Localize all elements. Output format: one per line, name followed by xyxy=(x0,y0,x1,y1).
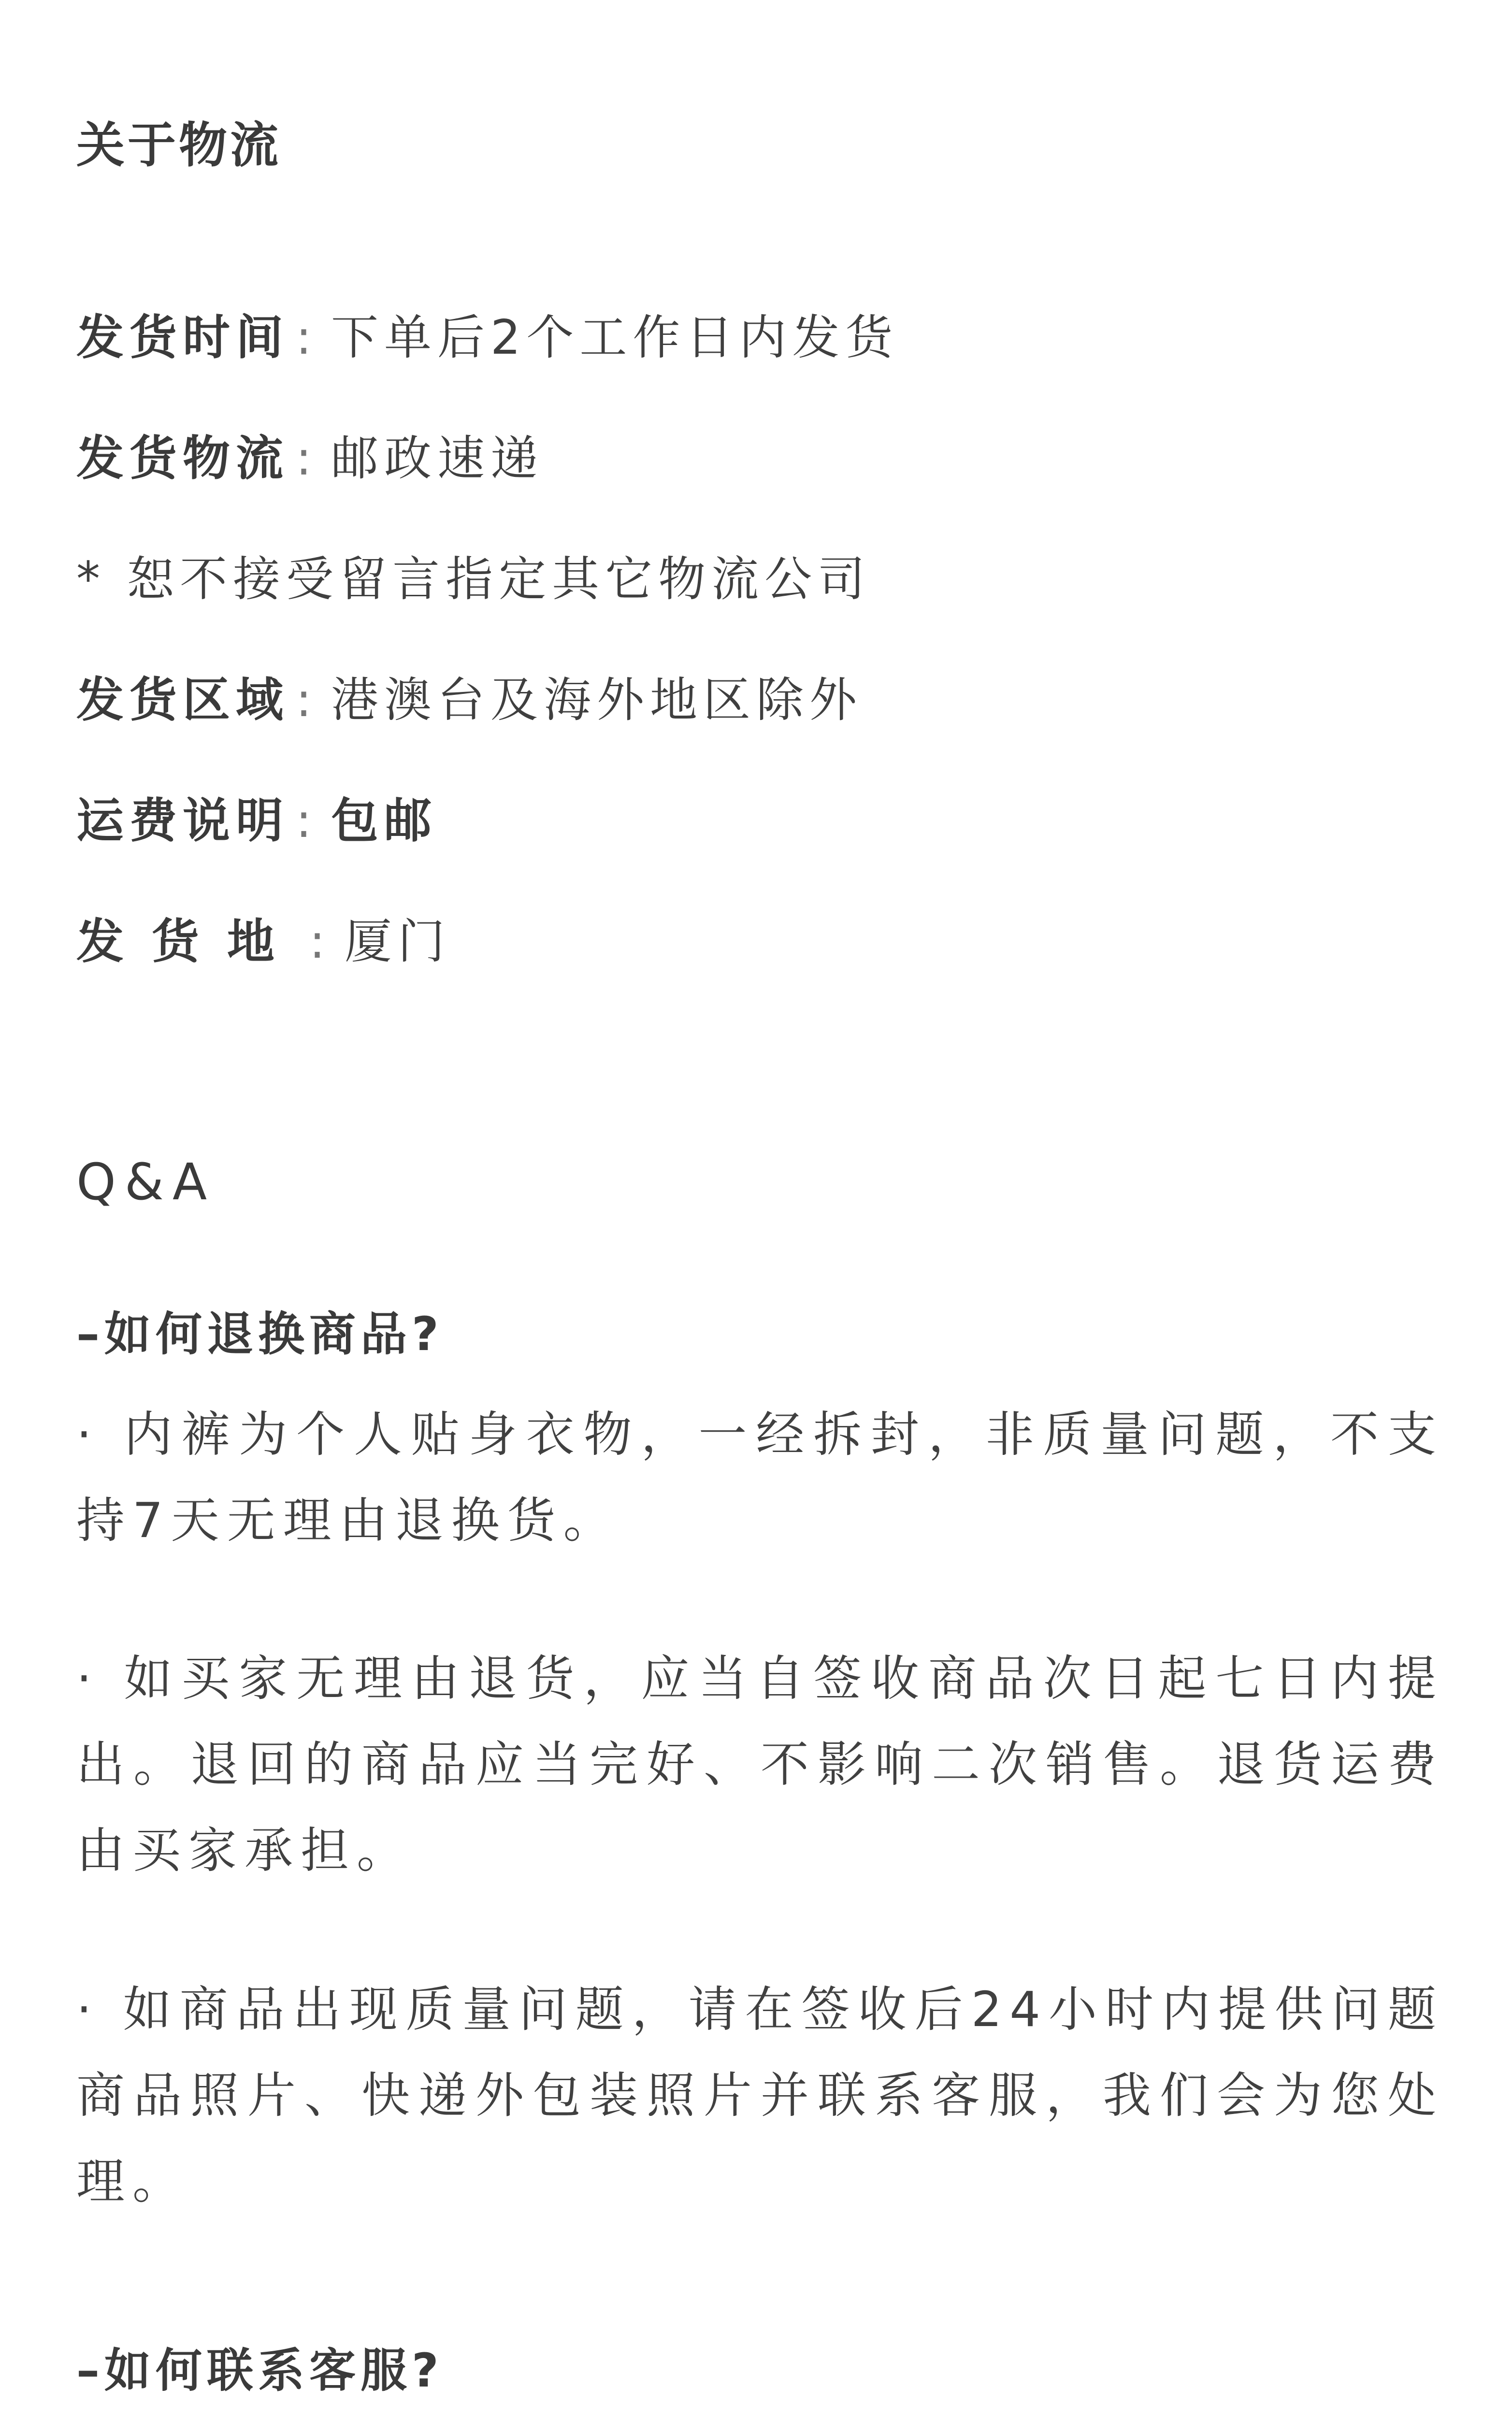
row-value: 港澳台及海外地区除外 xyxy=(331,673,863,728)
logistics-row-origin xyxy=(76,904,451,972)
qa-title: Q&A xyxy=(76,1152,216,1211)
question-returns: –如何退换商品? xyxy=(76,1307,444,1361)
answer-paragraph: · 如商品出现质量问题，请在签收后24小时内提供问题商品照片、快递外包装照片并联系客服，我们会为您处理。 xyxy=(76,1981,1444,2210)
question-contact-service: –如何联系客服? xyxy=(76,2344,444,2398)
row-key: 发货物流 xyxy=(76,431,289,486)
row-value: 厦门 xyxy=(345,914,451,969)
row-value: 下单后2个工作日内发货 xyxy=(331,310,899,365)
logistics-heading: 关于物流 xyxy=(76,117,281,173)
row-separator: : xyxy=(296,431,318,486)
answer-paragraph: · 如买家无理由退货，应当自签收商品次日起七日内提出。退回的商品应当完好、不影响二次销售。退货运费由买家承担。 xyxy=(76,1650,1444,1879)
logistics-row-ship-time xyxy=(76,300,898,368)
row-separator: : xyxy=(296,793,318,848)
row-separator: : xyxy=(309,914,331,969)
row-key: 发货地 xyxy=(76,914,303,969)
row-key: 发货区域 xyxy=(76,673,289,728)
answer-paragraph: · 内裤为个人贴身衣物，一经拆封，非质量问题，不支持7天无理由退换货。 xyxy=(76,1406,1444,1549)
row-separator: : xyxy=(296,673,318,728)
row-separator: : xyxy=(296,310,318,365)
row-key: 发货时间 xyxy=(76,310,289,365)
row-value: 邮政速递 xyxy=(331,431,544,486)
logistics-row-note xyxy=(76,541,871,609)
row-key: 运费说明 xyxy=(76,793,289,848)
logistics-row-carrier xyxy=(76,420,544,489)
carrier-note: * 恕不接受留言指定其它物流公司 xyxy=(76,552,871,607)
row-value: 包邮 xyxy=(331,793,438,848)
logistics-row-shipping-fee xyxy=(76,783,437,851)
logistics-row-region xyxy=(76,662,863,730)
